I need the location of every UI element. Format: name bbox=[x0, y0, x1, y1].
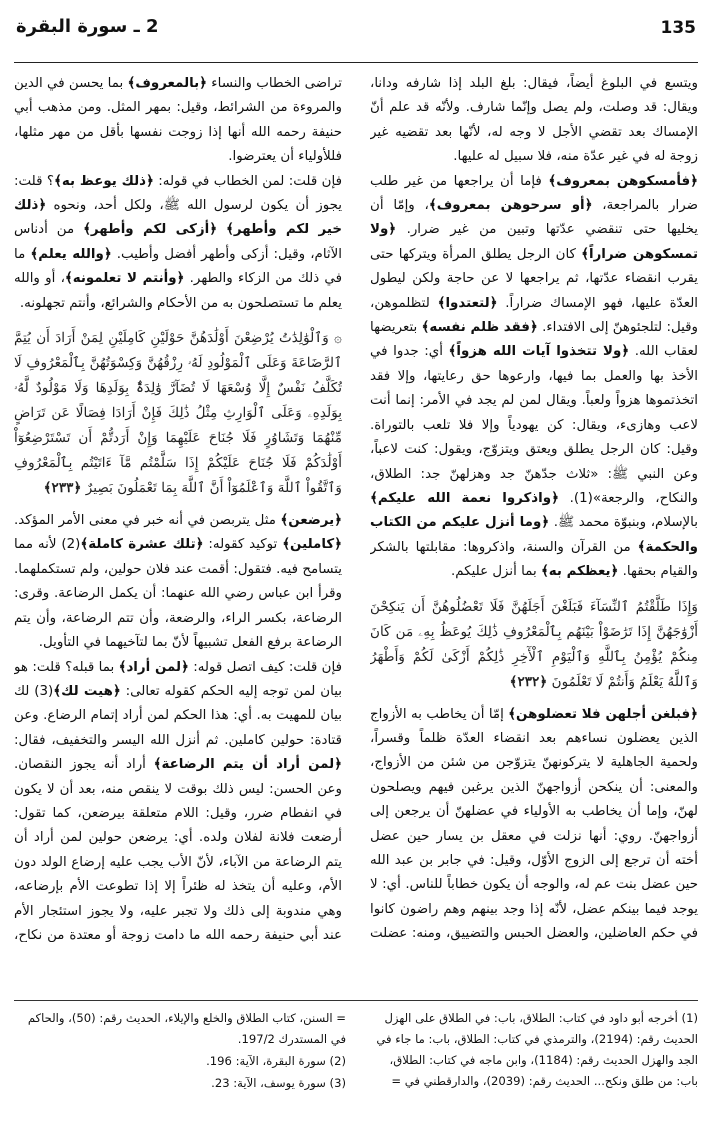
paragraph: فإن قلت: لمن الخطاب في قوله: ﴿ذلك يوعظ به﴾؟ قلت: يجوز أن يكون لرسول الله ﷺ، ولكل أحد، ونحوه ﴿ذلك خير لكم وأطهر﴾ ﴿أزكى لكم وأطهر﴾ من أدناس الآثام، وقيل: أزكى وأطهر أفضل وأطيب. ﴿والله يعلم﴾ ما في ذلك من الزكاء والطهر. ﴿وأنتم لا تعلمونه﴾، أو والله يعلم ما تستصلحون به من الأحكام والشرائع، وأنتم تجهلونه. bbox=[14, 173, 342, 311]
right-column bbox=[370, 72, 698, 942]
footnote: (1) أخرجه أبو داود في كتاب: الطلاق، باب: في الطلاق على الهزل الحديث رقم: (2194)، والترمذي في كتاب: الطلاق، باب: ما جاء في الجد والهزل الحديث رقم: (1184)، وابن ماجه في كتاب: الطلاق، باب: من طلق ونكح... الحديث رقم: (2039)، والدارقطني في = bbox=[376, 1011, 698, 1088]
footnotes bbox=[14, 1008, 698, 1128]
footnote: (2) سورة البقرة، الآية: 196. bbox=[206, 1054, 346, 1068]
left-column bbox=[14, 72, 342, 942]
page-number: 135 bbox=[660, 18, 696, 38]
footnotes-left bbox=[14, 1008, 346, 1095]
paragraph: فإن قلت: كيف اتصل قوله: ﴿لمن أراد﴾ بما قبله؟ قلت: هو بيان لمن توجه إليه الحكم كقوله تعالى: ﴿هيت لك﴾(3) لك بيان للمهيت به. أي: هذا الحكم لمن أراد إتمام الرضاع. وعن قتادة: حولين كاملين. ثم أنزل الله اليسر والتخفيف، فقال: ﴿لمن أراد أن يتم الرضاعة﴾ أراد أنه يجوز النقصان. وعن الحسن: ليس ذلك بوقت لا ينقص منه، بعد أن لا يكون في انفطام ضرر، وقيل: اللام متعلقة بيرضعن، كما تقول: أرضعت فلانة لفلان ولده. أي: يرضعن حولين لمن أراد أن يتم الرضاعة من الآباء، لأنّ الأب يجب عليه إرضاع الولد دون الأم، وعليه أن يتخذ له ظئراً إلا إذا تطوعت الأم بإرضاعه، وهي مندوبة إلى ذلك ولا تجبر عليه، ولا يجوز استئجار الأم عند أبي حنيفة رحمه الله ما دامت زوجة أو معتدة من نكاح، bbox=[14, 659, 342, 942]
paragraph: تراضى الخطاب والنساء ﴿بالمعروف﴾ بما يحسن في الدين والمروءة من الشرائط، وقيل: بمهر المثل. ومن مذهب أبي حنيفة رحمه الله أنها إذا زوجت نفسها بأقل من مهر مثلها، فللأولياء أن يعترضوا. bbox=[14, 76, 342, 165]
paragraph: ﴿فبلغن أجلهن فلا تعضلوهن﴾ إمّا أن يخاطب به الأزواج الذين يعضلون نساءهم بعد انقضاء العدّة ظلماً وقسراً، ولحمية الجاهلية لا يتركونهنّ يتزوّجن من شئن من الأزواج، والمعنى: أن ينكحن أزواجهنّ الذين يرغبن فيهم ويصلحون لهنّ، وإما أن يخاطب به الأولياء في عضلهنّ أن يرجعن إلى أزواجهنّ. روي: أنها نزلت في معقل بن يسار حين عضل أخته أن ترجع إلى الزوج الأوّل، وقيل: في جابر بن عبد الله حين عضل بنت عم له، والوجه أن يكون خطاباً للناس. أي: لا يوجد فيما بينكم عضل، لأنّه إذا وجد بينهم وهم راضون كانوا في حكم العاضلين، والعضل الحبس والتضييق، ومنه: عضلت bbox=[370, 706, 698, 942]
book-page bbox=[14, 10, 698, 1130]
quran-verse-233: ۞ وَٱلْوَٰلِدَٰتُ يُرْضِعْنَ أَوْلَٰدَهُنَّ حَوْلَيْنِ كَامِلَيْنِ لِمَنْ أَرَادَ أَن يُتِمَّ ٱلرَّضَاعَةَ وَعَلَى ٱلْمَوْلُودِ لَهُۥ رِزْقُهُنَّ وَكِسْوَتُهُنَّ بِٱلْمَعْرُوفِ لَا تُكَلَّفُ نَفْسٌ إِلَّا وُسْعَهَا لَا تُضَآرَّ وَٰلِدَةٌۢ بِوَلَدِهَا وَلَا مَوْلُودٌ لَّهُۥ بِوَلَدِهِۦ وَعَلَى ٱلْوَارِثِ مِثْلُ ذَٰلِكَ فَإِنْ أَرَادَا فِصَالًا عَن تَرَاضٍ مِّنْهُمَا وَتَشَاوُرٍ فَلَا جُنَاحَ عَلَيْهِمَا وَإِنْ أَرَدتُّمْ أَن تَسْتَرْضِعُوٓاْ أَوْلَٰدَكُمْ فَلَا جُنَاحَ عَلَيْكُمْ إِذَا سَلَّمْتُم مَّآ ءَاتَيْتُم بِٱلْمَعْرُوفِ وَٱتَّقُواْ ٱللَّهَ وَٱعْلَمُوٓاْ أَنَّ ٱللَّهَ بِمَا تَعْمَلُونَ بَصِيرٌ ﴿٢٣٣﴾ bbox=[14, 330, 342, 497]
footnotes-right bbox=[366, 1008, 698, 1093]
header-divider bbox=[14, 62, 698, 63]
footnote: = السنن، كتاب الطلاق والخلع والإيلاء، الحديث رقم: (50)، والحاكم في المستدرك 197/2. bbox=[27, 1011, 346, 1046]
paragraph: ويتسع في البلوغ أيضاً، فيقال: بلغ البلد إذا شارفه ودانا، ويقال: قد وصلت، ولم يصل وإنّما شارف. ولأنّه قد علم أنّ الإمساك بعد تقضي الأجل لا وجه له، لأنّها بعد تقضيه غير زوجة له في غير عدّة منه، فلا سبيل له عليها. bbox=[370, 76, 698, 165]
page-header bbox=[14, 10, 698, 50]
footnote-divider bbox=[14, 1000, 698, 1001]
footnote: (3) سورة يوسف، الآية: 23. bbox=[211, 1076, 346, 1090]
quran-verse-232: وَإِذَا طَلَّقْتُمُ ٱلنِّسَآءَ فَبَلَغْنَ أَجَلَهُنَّ فَلَا تَعْضُلُوهُنَّ أَن يَنكِحْنَ أَزْوَٰجَهُنَّ إِذَا تَرَٰضَوْاْ بَيْنَهُم بِٱلْمَعْرُوفِ ذَٰلِكَ يُوعَظُ بِهِۦ مَن كَانَ مِنكُمْ يُؤْمِنُ بِٱللَّهِ وَٱلْيَوْمِ ٱلْأٓخِرِ ذَٰلِكُمْ أَزْكَىٰ لَكُمْ وَأَطْهَرُ وَٱللَّهُ يَعْلَمُ وَأَنتُمْ لَا تَعْلَمُونَ ﴿٢٣٢﴾ bbox=[370, 598, 698, 690]
running-title: 2 ـ سورة البقرة bbox=[16, 16, 159, 37]
paragraph: ﴿يرضعن﴾ مثل يتربصن في أنه خبر في معنى الأمر المؤكد. ﴿كاملين﴾ توكيد كقوله: ﴿تلك عشرة كاملة﴾(2) لأنه مما يتسامح فيه. فتقول: أقمت عند فلان حولين، ولم تستكملهما. وقرأ ابن عباس رضي الله عنهما: أن يكمل الرضاعة. وقرى: الرضاعة، بكسر الراء، والرضعة، وأن تتم الرضاعة، وأن يتم الرضاعة برفع الفعل تشبيهاً لأنّ بما لتآخيهما في التأويل. bbox=[14, 513, 342, 651]
paragraph: ﴿فأمسكوهن بمعروف﴾ فإما أن يراجعها من غير طلب ضرار بالمراجعة، ﴿أو سرحوهن بمعروف﴾، وإمّا أن يخليها حتى تنقضي عدّتها وتبين من غير ضرار. ﴿ولا تمسكوهن ضراراً﴾ كان الرجل يطلق المرأة ويتركها حتى يقرب انقضاء عدّتها، ثم يراجعها لا عن حاجة ولكن ليطول العدّة عليها، فهو الإمساك ضراراً. ﴿لتعتدوا﴾ لتظلموهن، وقيل: لتلجئوهنّ إلى الافتداء. ﴿فقد ظلم نفسه﴾ بتعريضها لعقاب الله. ﴿ولا تتخذوا آيات الله هزواً﴾ أي: جدوا في الأخذ بها والعمل بما فيها، وارعوها حق رعايتها، وإلا فقد اتخذتموها هزواً ولعباً. ويقال لمن لم يجد في الأمر: إنما أنت لاعب وهازىء، ويقال: كن يهودياً وإلا فلا تلعب بالتوراة. وقيل: كان الرجل يطلق ويعتق ويتزوّج، ويقول: كنت لاعباً، وعن النبي ﷺ: «ثلاث جدّهنّ جد وهزلهنّ جد: الطلاق، والنكاح، والرجعة»(1). ﴿واذكروا نعمة الله عليكم﴾ بالإسلام، وبنبوّة محمد ﷺ. ﴿وما أنزل عليكم من الكتاب والحكمة﴾ من القرآن والسنة، واذكروها: مقابلتها بالشكر والقيام بحقها. ﴿يعظكم به﴾ بما أنزل عليكم. bbox=[370, 173, 698, 580]
